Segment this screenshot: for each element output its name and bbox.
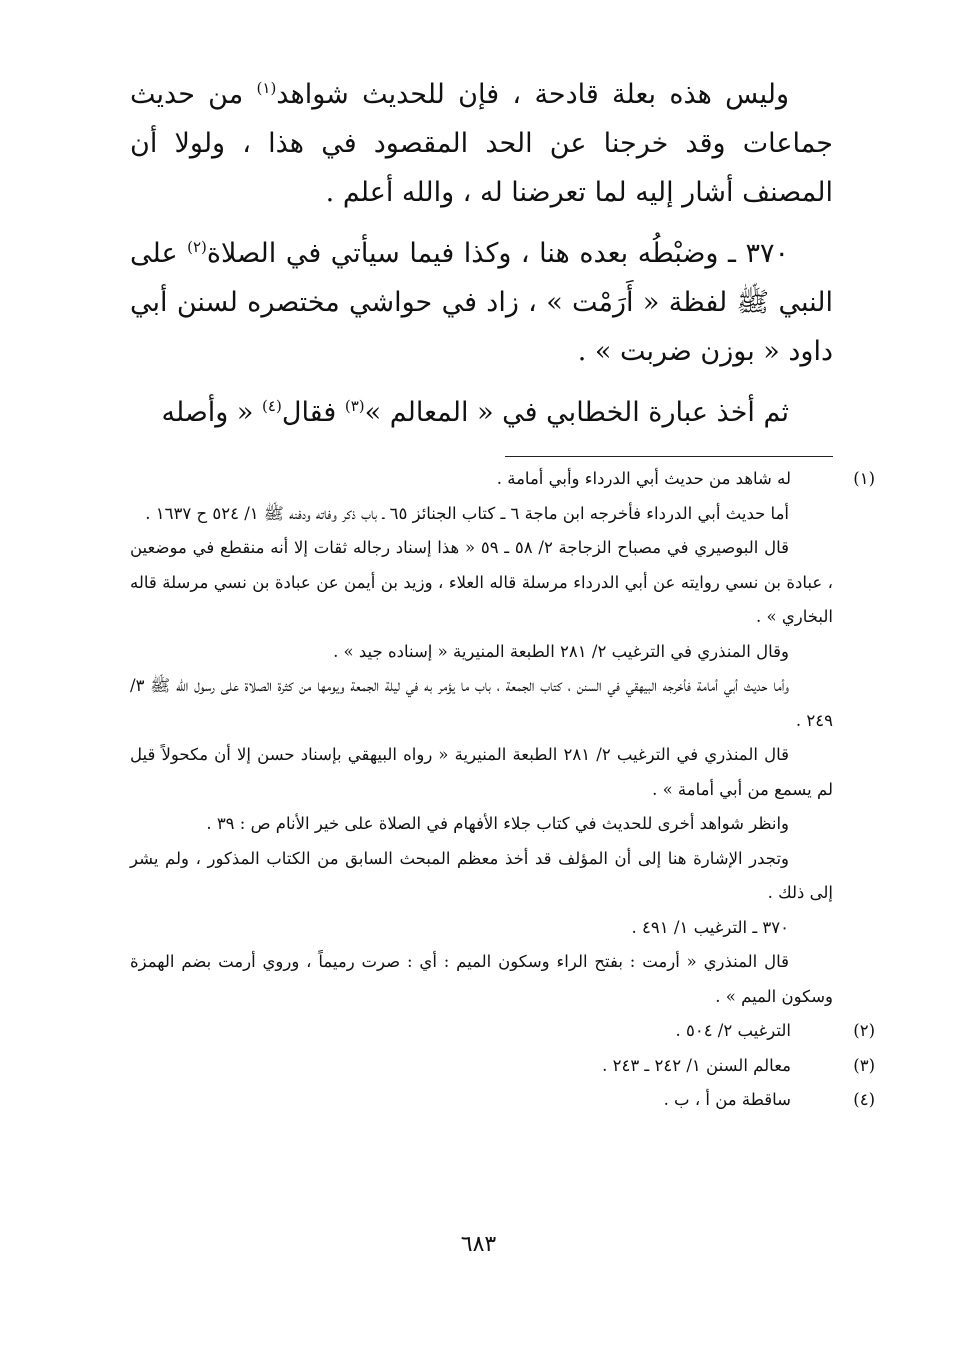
- paragraph-1-text-cont: من حديث جماعات وقد خرجنا عن الحد المقصود في هذا ، ولولا أن المصنف أشار إليه لما تعرضنا له ، والله أعلم .: [130, 79, 833, 208]
- footnote-text: وقال المنذري في الترغيب ٢/ ٢٨١ الطبعة المنيرية « إسناده جيد » .: [333, 641, 789, 661]
- footnote-text: ٣٧٠ ـ الترغيب ١/ ٤٩١ .: [631, 917, 789, 937]
- footnote-item: [130, 635, 833, 670]
- paragraph-2: [130, 229, 833, 376]
- main-text: [130, 70, 833, 437]
- paragraph-3-text: ثم أخذ عبارة الخطابي في « المعالم »: [364, 397, 789, 428]
- paragraph-2-text-cont: على النبي ﷺ لفظة « أَرَمْت » ، زاد في حواشي مختصره لسنن أبي داود « بوزن ضربت » .: [130, 238, 833, 367]
- footnote-ref-1[interactable]: (١): [256, 79, 277, 97]
- footnote-number: (٤): [853, 1090, 875, 1109]
- footnote-text: أما حديث أبي الدرداء فأخرجه ابن ماجة ٦ ـ كتاب الجنائز ٦٥ ـ باب ذكر وفاته ودفنه ﷺ ١/ ٥٢٤ ح ١٦٣٧ .: [145, 503, 789, 523]
- footnotes: [130, 462, 875, 1118]
- footnote-number: (٣): [853, 1055, 875, 1075]
- footnote-text: وأما حديث أبي أمامة فأخرجه البيهقي في السنن ، كتاب الجمعة ، باب ما يؤمر به في ليلة الجمعة ويومها من كثرة الصلاة على رسول الله ﷺ ٣/ ٢٤٩ .: [130, 676, 833, 730]
- footnote-text: معالم السنن ١/ ٢٤٢ ـ ٢٤٣ .: [602, 1055, 791, 1075]
- footnote-number: (١): [853, 469, 875, 488]
- footnote-ref-4[interactable]: (٤): [262, 397, 282, 415]
- paragraph-1-text: وليس هذه بعلة قادحة ، فإن للحديث شواهد: [276, 79, 790, 110]
- footnote-text: وانظر شواهد أخرى للحديث في كتاب جلاء الأفهام في الصلاة على خير الأنام ص : ٣٩ .: [206, 814, 789, 833]
- paragraph-2-text: ٣٧٠ ـ وضبْطُه بعده هنا ، وكذا فيما سيأتي في الصلاة: [206, 238, 789, 269]
- paragraph-3-text-b: فقال: [281, 397, 345, 428]
- footnote-item: [130, 462, 875, 497]
- footnote-text: قال المنذري « أرمت : بفتح الراء وسكون الميم : أي : صرت رميماً ، وروي أرمت بضم الهمزة وسكون الميم » .: [130, 952, 833, 1006]
- footnote-item: [130, 1014, 875, 1049]
- footnote-item: [130, 1083, 875, 1118]
- footnote-item: [130, 497, 833, 532]
- footnote-text: له شاهد من حديث أبي الدرداء وأبي أمامة .: [496, 469, 791, 488]
- footnote-text: وتجدر الإشارة هنا إلى أن المؤلف قد أخذ معظم المبحث السابق من الكتاب المذكور ، ولم يشر إلى ذلك .: [130, 848, 833, 902]
- paragraph-1: [130, 70, 833, 217]
- footnote-ref-2[interactable]: (٢): [187, 238, 207, 256]
- footnote-separator: [505, 456, 833, 457]
- footnote-text: الترغيب ٢/ ٥٠٤ .: [675, 1021, 791, 1040]
- footnote-item: [130, 842, 833, 911]
- footnote-number: (٢): [853, 1021, 875, 1040]
- footnote-item: [130, 531, 833, 635]
- paragraph-3-text-c: « وأصله: [161, 397, 263, 428]
- footnote-text: قال المنذري في الترغيب ٢/ ٢٨١ الطبعة المنيرية « رواه البيهقي بإسناد حسن إلا أن مكحولاً قيل لم يسمع من أبي أمامة » .: [130, 745, 833, 799]
- footnote-item: [130, 738, 833, 807]
- footnote-item: [130, 1049, 875, 1084]
- footnote-item: [130, 911, 833, 946]
- footnote-item: [130, 807, 833, 842]
- footnote-item: [130, 669, 833, 738]
- paragraph-3: [130, 388, 833, 437]
- footnote-text: ساقطة من أ ، ب .: [663, 1090, 791, 1109]
- footnote-ref-3[interactable]: (٣): [344, 397, 365, 415]
- page-number: ٦٨٣: [460, 1232, 497, 1257]
- footnote-text: قال البوصيري في مصباح الزجاجة ٢/ ٥٨ ـ ٥٩ « هذا إسناد رجاله ثقات إلا أنه منقطع في موضعين ، عبادة بن نسي روايته عن أبي الدرداء مرسلة قاله العلاء ، وزيد بن أيمن عن عبادة بن نسي مرسلة قاله البخاري » .: [130, 538, 833, 626]
- footnote-item: [130, 945, 833, 1014]
